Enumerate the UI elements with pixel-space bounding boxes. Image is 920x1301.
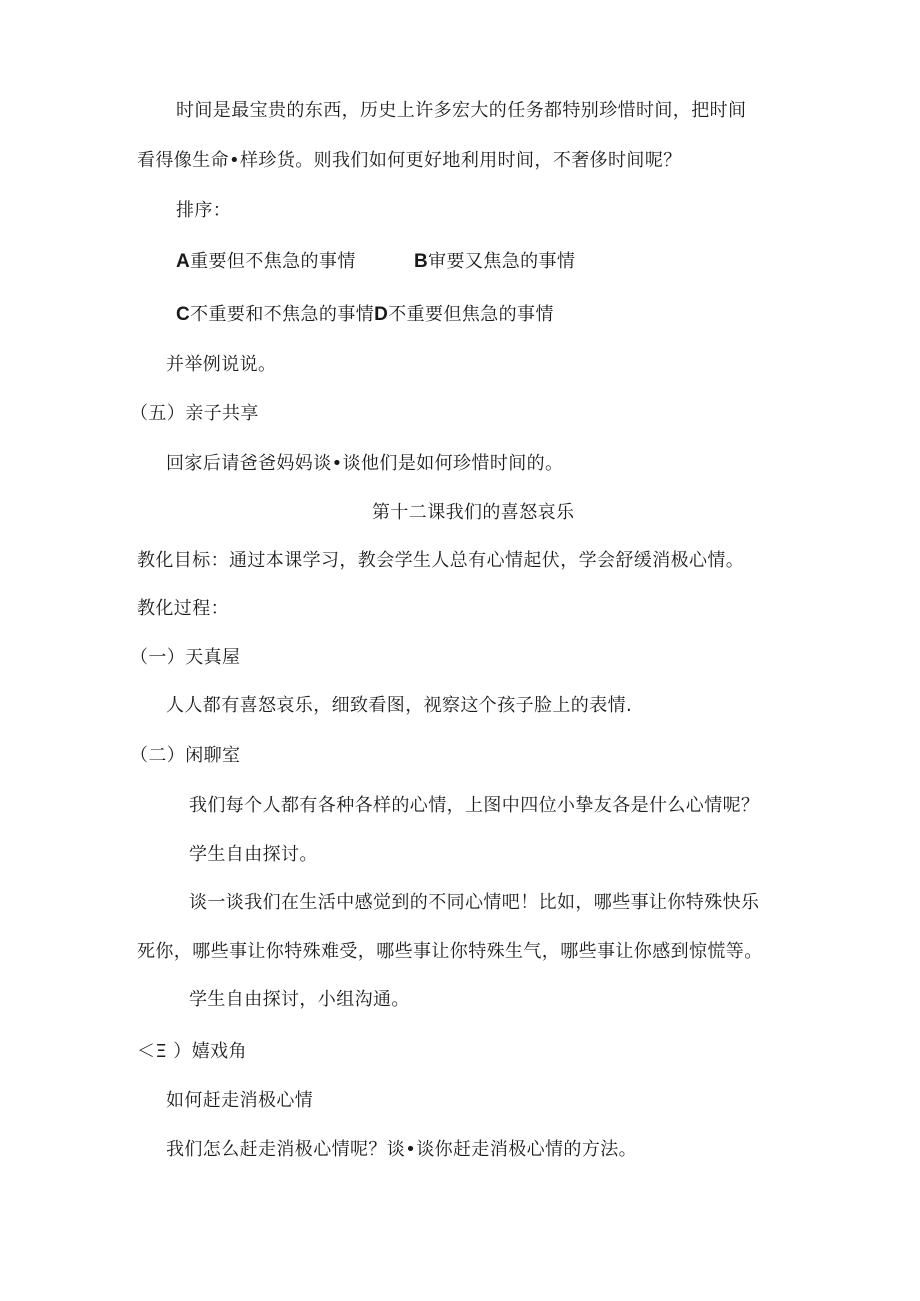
- section-2-heading: （二）闲聊室: [130, 745, 241, 766]
- teaching-process: 教化过程：: [137, 598, 229, 619]
- paragraph-time-line1: 时间是最宝贵的东西，历史上许多宏大的任务都特别珍惜时间，把时间: [176, 100, 747, 121]
- section-1-heading: （一）天真屋: [130, 647, 241, 668]
- example-prompt: 并举例说说。: [166, 354, 277, 375]
- paragraph-time-line2: 看得像生命•样珍货。则我们如何更好地利用时间，不奢侈时间呢？: [137, 150, 682, 171]
- section-2-talk-line1: 谈一谈我们在生活中感觉到的不同心情吧！比如，哪些事让你特殊快乐: [189, 892, 760, 913]
- section-3-subheading: 如何赶走消极心情: [166, 1090, 314, 1111]
- section-3-body: 我们怎么赶走消极心情呢？谈•谈你赶走消极心情的方法。: [166, 1139, 638, 1160]
- option-d-text: 不重要但焦急的事情: [388, 304, 554, 325]
- lesson-title: 第十二课我们的喜怒哀乐: [372, 502, 575, 523]
- section-5-heading: （五）亲子共享: [130, 403, 259, 424]
- section-5-body: 回家后请爸爸妈妈谈•谈他们是如何珍惜时间的。: [166, 453, 564, 474]
- section-1-body: 人人都有喜怒哀乐，细致看图，视察这个孩子脸上的表情.: [166, 695, 633, 716]
- option-c-letter: C: [176, 304, 191, 325]
- section-2-question: 我们每个人都有各种各样的心情，上图中四位小挚友各是什么心情呢？: [189, 795, 760, 816]
- section-2-group-discussion: 学生自由探讨，小组沟通。: [189, 989, 410, 1010]
- option-a-text: 重要但不焦急的事情: [190, 251, 356, 272]
- section-2-discussion: 学生自由探讨。: [189, 844, 318, 865]
- section-2-talk-line2: 死你，哪些事让你特殊难受，哪些事让你特殊生气，哪些事让你感到惊慌等。: [137, 941, 763, 962]
- option-a-letter: A: [176, 251, 191, 272]
- option-b-letter: B: [414, 251, 429, 272]
- teaching-goal: 教化目标：通过本课学习，教会学生人总有心情起伏，学会舒缓消极心情。: [137, 550, 745, 571]
- option-b-text: 审要又焦急的事情: [428, 251, 576, 272]
- option-cd: [176, 303, 554, 327]
- option-c-text: 不重要和不焦急的事情: [190, 304, 375, 325]
- option-b: [414, 250, 575, 274]
- section-3-heading: ＜Ξ ）嬉戏角: [137, 1041, 247, 1062]
- sort-label: 排序：: [176, 200, 232, 221]
- option-d-letter: D: [374, 304, 389, 325]
- option-a: [176, 250, 356, 274]
